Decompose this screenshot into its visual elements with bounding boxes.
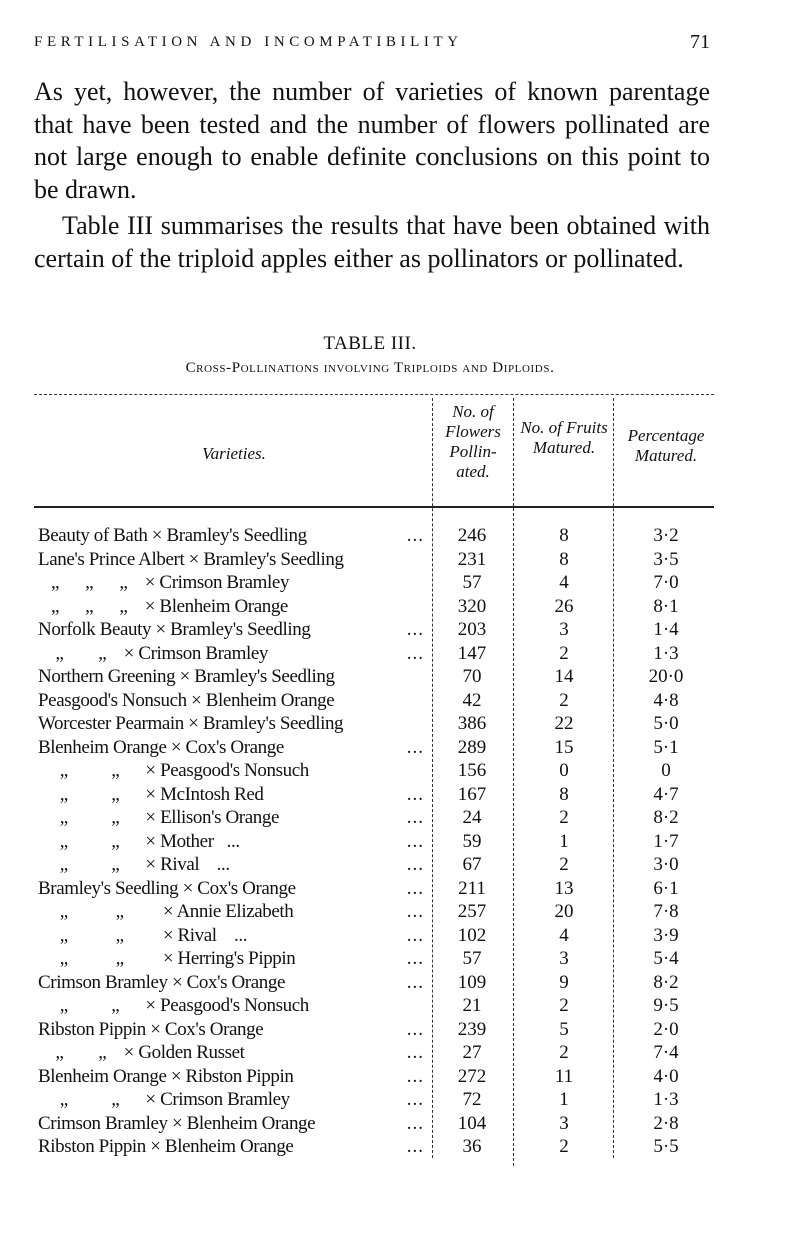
varieties-cell	[38, 994, 430, 1018]
pollen-parent: × Bramley's Seedling	[179, 666, 335, 687]
pollen-parent: × Cox's Orange	[171, 971, 286, 993]
column-header-percentage: Percentage Matured.	[627, 426, 705, 465]
pollen-parent: × Ribston Pippin	[170, 1065, 294, 1087]
percentage-matured-cell: 2·8	[653, 1112, 679, 1134]
leader-dots: ...	[406, 807, 424, 828]
table-body	[38, 524, 718, 1159]
table-row	[38, 1135, 718, 1159]
leader-dots: ...	[406, 830, 424, 852]
leader-dots: ...	[406, 783, 424, 805]
percentage-matured-cell: 1·4	[653, 619, 679, 640]
varieties-cell	[38, 736, 430, 760]
seed-parent: „ „	[38, 948, 163, 969]
pollen-parent: × Peasgood's Nonsuch	[145, 760, 309, 781]
flowers-pollinated-cell: 167	[457, 783, 487, 805]
pollen-parent: × Cox's Orange	[182, 877, 296, 899]
pollen-parent: × Rival ...	[145, 854, 230, 875]
fruits-matured-cell: 22	[554, 713, 574, 734]
leader-dots: ...	[406, 1136, 424, 1157]
flowers-pollinated-cell: 42	[462, 689, 482, 711]
flowers-pollinated-cell: 257	[457, 901, 487, 922]
flowers-pollinated-cell: 104	[457, 1112, 487, 1134]
seed-parent: „ „	[38, 807, 146, 828]
varieties-cell	[38, 689, 430, 713]
table-row	[38, 712, 718, 736]
leader-dots: ...	[406, 619, 424, 640]
flowers-pollinated-cell: 70	[462, 666, 482, 687]
varieties-cell	[38, 853, 430, 877]
fruits-matured-cell: 1	[559, 1089, 569, 1110]
varieties-cell	[38, 924, 430, 948]
fruits-matured-cell: 4	[559, 924, 569, 946]
column-header-fruits: No. of Fruits Matured.	[520, 418, 608, 457]
varieties-cell	[38, 1018, 430, 1042]
table-row	[38, 571, 718, 595]
pollen-parent: × Blenheim Orange	[171, 1112, 316, 1134]
pollen-parent: × Ellison's Orange	[145, 807, 280, 828]
flowers-pollinated-cell: 156	[457, 760, 487, 781]
flowers-pollinated-cell: 109	[457, 971, 487, 993]
percentage-matured-cell: 6·1	[653, 877, 679, 899]
flowers-pollinated-cell: 272	[457, 1065, 487, 1087]
percentage-matured-cell: 4·7	[653, 783, 679, 805]
percentage-matured-cell: 7·4	[653, 1042, 679, 1063]
pollen-parent: × Blenheim Orange	[150, 1136, 294, 1157]
table-row	[38, 1018, 718, 1042]
leader-dots: ...	[406, 1089, 424, 1110]
fruits-matured-cell: 1	[559, 830, 569, 852]
varieties-cell	[38, 571, 430, 595]
percentage-matured-cell: 4·8	[653, 689, 679, 711]
flowers-pollinated-cell: 27	[462, 1042, 482, 1063]
seed-parent: Ribston Pippin	[38, 1136, 151, 1157]
seed-parent: „ „	[38, 1042, 124, 1063]
flowers-pollinated-cell: 320	[457, 595, 487, 617]
varieties-cell	[38, 900, 430, 924]
fruits-matured-cell: 9	[559, 971, 569, 993]
seed-parent: Ribston Pippin	[38, 1018, 151, 1040]
varieties-cell	[38, 1065, 430, 1089]
pollen-parent: × Peasgood's Nonsuch	[145, 995, 309, 1016]
table-subtitle: Cross-Pollinations involving Triploids and Diploids.	[185, 360, 555, 376]
table-title: TABLE III.	[323, 333, 417, 354]
column-header-flowers: No. of Flowers Pollin-ated.	[445, 402, 501, 481]
percentage-matured-cell: 5·1	[653, 736, 679, 758]
seed-parent: „ „	[38, 1089, 146, 1110]
seed-parent: „ „ „	[38, 572, 145, 593]
fruits-matured-cell: 4	[559, 572, 569, 593]
varieties-cell	[38, 877, 430, 901]
varieties-cell	[38, 947, 430, 971]
varieties-cell	[38, 665, 430, 689]
table-row	[38, 689, 718, 713]
percentage-matured-cell: 5·0	[653, 713, 679, 734]
flowers-pollinated-cell: 21	[462, 995, 482, 1016]
fruits-matured-cell: 2	[559, 807, 569, 828]
table-row	[38, 924, 718, 948]
flowers-pollinated-cell: 211	[458, 877, 486, 899]
flowers-pollinated-cell: 67	[462, 854, 482, 875]
leader-dots: ...	[406, 948, 424, 969]
fruits-matured-cell: 3	[559, 948, 569, 969]
table-row	[38, 994, 718, 1018]
leader-dots: ...	[406, 877, 424, 899]
table-header-rule	[34, 506, 714, 508]
percentage-matured-cell: 8·2	[653, 807, 679, 828]
varieties-cell	[38, 806, 430, 830]
fruits-matured-cell: 2	[559, 995, 569, 1016]
pollen-parent: × Crimson Bramley	[144, 572, 290, 593]
leader-dots: ...	[406, 971, 424, 993]
pollen-parent: × Blenheim Orange	[191, 689, 335, 711]
running-title: FERTILISATION AND INCOMPATIBILITY	[34, 34, 463, 50]
varieties-cell	[38, 1041, 430, 1065]
varieties-cell	[38, 830, 430, 854]
pollen-parent: × Mother ...	[145, 830, 240, 852]
flowers-pollinated-cell: 57	[462, 572, 482, 593]
leader-dots: ...	[406, 1112, 424, 1134]
percentage-matured-cell: 9·5	[653, 995, 679, 1016]
percentage-matured-cell: 7·0	[653, 572, 679, 593]
pollen-parent: × Golden Russet	[123, 1042, 245, 1063]
pollen-parent: × McIntosh Red	[145, 783, 264, 805]
table-row	[38, 595, 718, 619]
fruits-matured-cell: 8	[559, 525, 569, 546]
pollen-parent: × Blenheim Orange	[144, 595, 288, 617]
varieties-cell	[38, 783, 430, 807]
fruits-matured-cell: 20	[554, 901, 574, 922]
percentage-matured-cell: 0	[661, 760, 671, 781]
seed-parent: Crimson Bramley	[38, 971, 172, 993]
percentage-matured-cell: 2·0	[653, 1018, 679, 1040]
pollen-parent: × Bramley's Seedling	[188, 713, 344, 734]
percentage-matured-cell: 20·0	[648, 666, 684, 687]
pollen-parent: × Bramley's Seedling	[155, 619, 311, 640]
table-row	[38, 642, 718, 666]
varieties-cell	[38, 971, 430, 995]
percentage-matured-cell: 4·0	[653, 1065, 679, 1087]
flowers-pollinated-cell: 246	[457, 525, 487, 546]
table-row	[38, 618, 718, 642]
varieties-cell	[38, 524, 430, 548]
seed-parent: „ „ „	[38, 595, 145, 617]
flowers-pollinated-cell: 289	[457, 736, 487, 758]
fruits-matured-cell: 3	[559, 1112, 569, 1134]
fruits-matured-cell: 14	[554, 666, 574, 687]
leader-dots: ...	[406, 924, 424, 946]
seed-parent: „ „	[38, 924, 163, 946]
fruits-matured-cell: 2	[559, 642, 569, 664]
leader-dots: ...	[406, 1018, 424, 1040]
leader-dots: ...	[406, 1065, 424, 1087]
pollen-parent: × Cox's Orange	[170, 736, 284, 758]
table-row	[38, 665, 718, 689]
leader-dots: ...	[406, 736, 424, 758]
percentage-matured-cell: 3·5	[653, 548, 679, 570]
flowers-pollinated-cell: 231	[457, 548, 487, 570]
varieties-cell	[38, 1112, 430, 1136]
percentage-matured-cell: 1·3	[653, 1089, 679, 1110]
pollen-parent: × Cox's Orange	[150, 1018, 264, 1040]
flowers-pollinated-cell: 239	[457, 1018, 487, 1040]
seed-parent: Peasgood's Nonsuch	[38, 689, 192, 711]
seed-parent: Worcester Pearmain	[38, 713, 189, 734]
fruits-matured-cell: 8	[559, 548, 569, 570]
varieties-cell	[38, 759, 430, 783]
table-row	[38, 524, 718, 548]
table-row	[38, 830, 718, 854]
flowers-pollinated-cell: 203	[457, 619, 487, 640]
flowers-pollinated-cell: 386	[457, 713, 487, 734]
paragraph: Table III summarises the results that have been obtained with certain of the triploid apples either as pollinators or pollinated.	[34, 211, 710, 273]
percentage-matured-cell: 3·2	[653, 525, 679, 546]
flowers-pollinated-cell: 24	[462, 807, 482, 828]
table-row	[38, 548, 718, 572]
running-header	[34, 31, 710, 54]
fruits-matured-cell: 11	[554, 1065, 574, 1087]
flowers-pollinated-cell: 102	[457, 924, 487, 946]
table-row	[38, 783, 718, 807]
pollen-parent: × Rival ...	[162, 924, 248, 946]
fruits-matured-cell: 2	[559, 854, 569, 875]
fruits-matured-cell: 2	[559, 1136, 569, 1157]
leader-dots: ...	[406, 901, 424, 922]
seed-parent: Blenheim Orange	[38, 1065, 171, 1087]
seed-parent: „ „	[38, 854, 146, 875]
seed-parent: Bramley's Seedling	[38, 877, 183, 899]
seed-parent: „ „	[38, 995, 146, 1016]
pollen-parent: × Bramley's Seedling	[188, 548, 344, 570]
seed-parent: Lane's Prince Albert	[38, 548, 189, 570]
column-header-varieties: Varieties.	[202, 444, 266, 463]
flowers-pollinated-cell: 72	[462, 1089, 482, 1110]
flowers-pollinated-cell: 36	[462, 1136, 482, 1157]
table-row	[38, 853, 718, 877]
flowers-pollinated-cell: 57	[462, 948, 482, 969]
flowers-pollinated-cell: 147	[457, 642, 487, 664]
percentage-matured-cell: 1·7	[653, 830, 679, 852]
seed-parent: Blenheim Orange	[38, 736, 171, 758]
pollen-parent: × Annie Elizabeth	[162, 901, 294, 922]
seed-parent: Crimson Bramley	[38, 1112, 172, 1134]
fruits-matured-cell: 26	[554, 595, 574, 617]
percentage-matured-cell: 7·8	[653, 901, 679, 922]
table-top-rule	[34, 394, 714, 395]
seed-parent: „ „	[38, 901, 163, 922]
percentage-matured-cell: 1·3	[653, 642, 679, 664]
fruits-matured-cell: 5	[559, 1018, 569, 1040]
fruits-matured-cell: 15	[554, 736, 574, 758]
varieties-cell	[38, 1135, 430, 1159]
fruits-matured-cell: 0	[559, 760, 569, 781]
varieties-cell	[38, 712, 430, 736]
table-row	[38, 736, 718, 760]
seed-parent: „ „	[38, 760, 146, 781]
table-row	[38, 971, 718, 995]
pollen-parent: × Herring's Pippin	[162, 948, 296, 969]
fruits-matured-cell: 2	[559, 1042, 569, 1063]
table-row	[38, 947, 718, 971]
leader-dots: ...	[406, 525, 424, 546]
percentage-matured-cell: 5·5	[653, 1136, 679, 1157]
table-row	[38, 1065, 718, 1089]
pollen-parent: × Crimson Bramley	[145, 1089, 290, 1110]
fruits-matured-cell: 8	[559, 783, 569, 805]
fruits-matured-cell: 3	[559, 619, 569, 640]
percentage-matured-cell: 8·1	[653, 595, 679, 617]
seed-parent: „ „	[38, 830, 146, 852]
leader-dots: ...	[406, 642, 424, 664]
fruits-matured-cell: 13	[554, 877, 574, 899]
seed-parent: Norfolk Beauty	[38, 619, 156, 640]
varieties-cell	[38, 618, 430, 642]
table-row	[38, 1112, 718, 1136]
percentage-matured-cell: 5·4	[653, 948, 679, 969]
table-row	[38, 806, 718, 830]
table-row	[38, 877, 718, 901]
pollen-parent: × Crimson Bramley	[123, 642, 268, 664]
percentage-matured-cell: 3·0	[653, 854, 679, 875]
seed-parent: Beauty of Bath	[38, 525, 152, 546]
flowers-pollinated-cell: 59	[462, 830, 482, 852]
table-row	[38, 1041, 718, 1065]
table-row	[38, 900, 718, 924]
paragraph: As yet, however, the number of varieties of known parentage that have been tested and the number of flowers pollinated are not large enough to enable definite conclusions on this point to be drawn.	[34, 77, 710, 204]
leader-dots: ...	[406, 1042, 424, 1063]
seed-parent: „ „	[38, 642, 124, 664]
pollen-parent: × Bramley's Seedling	[151, 525, 307, 546]
percentage-matured-cell: 8·2	[653, 971, 679, 993]
page-number: 71	[690, 31, 710, 53]
varieties-cell	[38, 1088, 430, 1112]
seed-parent: „ „	[38, 783, 146, 805]
leader-dots: ...	[406, 854, 424, 875]
varieties-cell	[38, 548, 430, 572]
table-row	[38, 1088, 718, 1112]
varieties-cell	[38, 642, 430, 666]
seed-parent: Northern Greening	[38, 666, 180, 687]
percentage-matured-cell: 3·9	[653, 924, 679, 946]
table-row	[38, 759, 718, 783]
varieties-cell	[38, 595, 430, 619]
fruits-matured-cell: 2	[559, 689, 569, 711]
